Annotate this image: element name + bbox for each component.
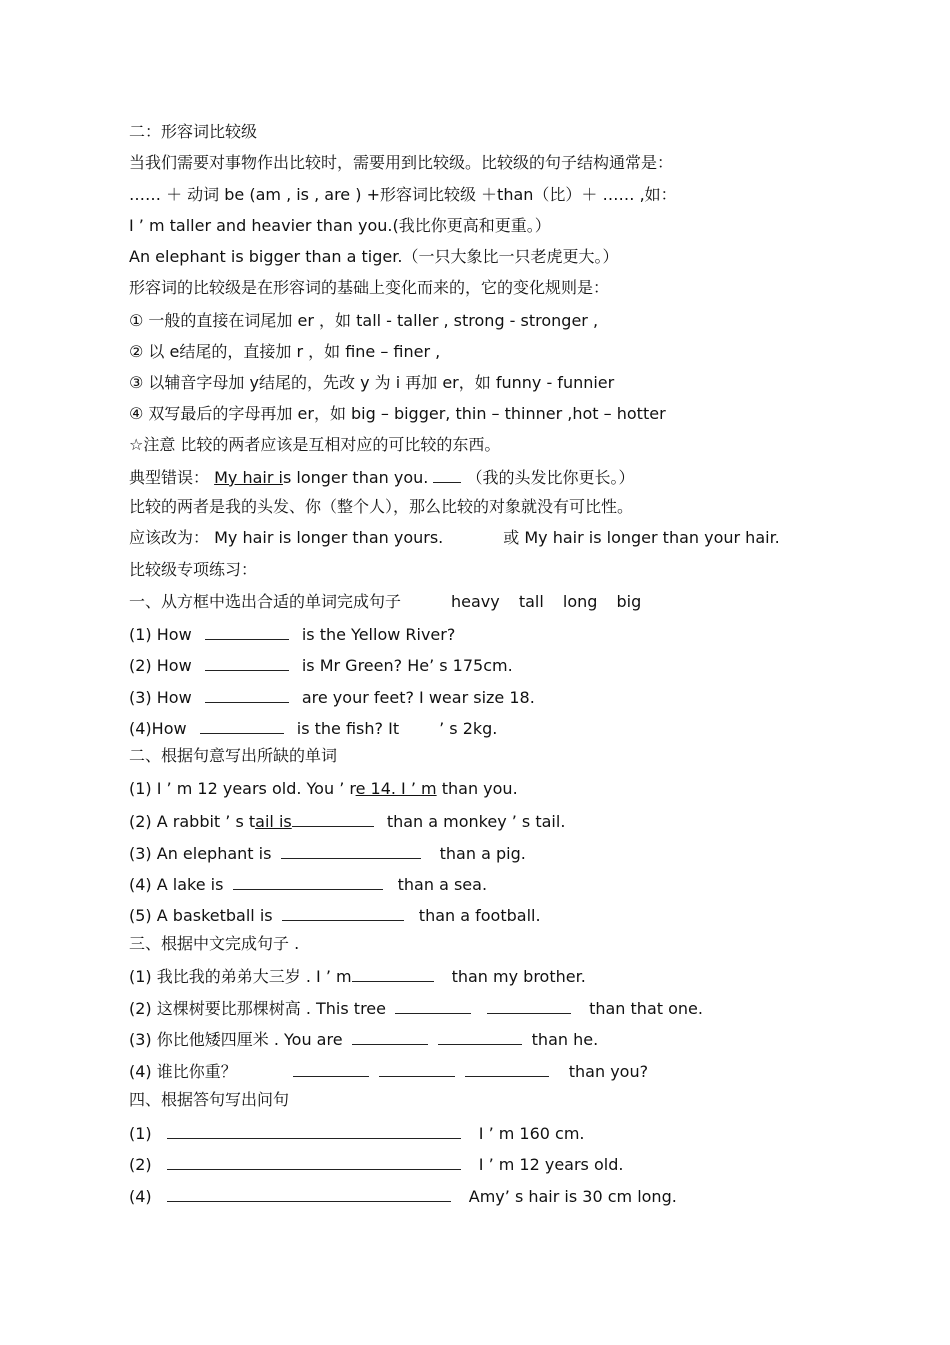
s2-q3-suffix: than a pig.	[439, 844, 526, 863]
typical-error-text: s longer than you.	[282, 468, 429, 487]
s2-q3-blank[interactable]	[281, 842, 421, 859]
s1-title: 一、从方框中选出合适的单词完成句子	[129, 592, 402, 611]
s2-q5-suffix: than a football.	[418, 906, 541, 925]
s4-q2-number: (2)	[129, 1155, 152, 1174]
intro-line-4: An elephant is bigger than a tiger.（一只大象比一只老虎更大。）	[129, 247, 619, 266]
s2-q2	[129, 810, 565, 832]
s1-q4-prefix: (4)How	[129, 719, 187, 738]
s1-q1-prefix: (1) How	[129, 625, 192, 644]
s2-q4	[129, 873, 487, 895]
s4-q4-answer: Amy’ s hair is 30 cm long.	[468, 1187, 677, 1206]
s1-q4-blank[interactable]	[200, 717, 284, 734]
s2-q4-blank[interactable]	[233, 873, 383, 890]
rule-3: ③ 以辅音字母加 y结尾的，先改 y 为 i 再加 er，如 funny - funnier	[129, 373, 615, 392]
intro-line-5: 形容词的比较级是在形容词的基础上变化而来的，它的变化规则是：	[129, 278, 610, 297]
s3-q4-prefix: (4) 谁比你重？	[129, 1062, 237, 1081]
s1-q1-suffix: is the Yellow River?	[301, 625, 456, 644]
intro-line-3: I ’ m taller and heavier than you.(我比你更高和更重。）	[129, 216, 551, 235]
s3-q1	[129, 965, 586, 987]
s2-q1	[129, 779, 518, 799]
s3-q2-blank-2[interactable]	[487, 997, 571, 1014]
s2-title: 二、根据句意写出所缺的单词	[129, 746, 338, 765]
s3-q4-blank-1[interactable]	[293, 1060, 369, 1077]
s2-q5-prefix: (5) A basketball is	[129, 906, 273, 925]
practice-heading: 比较级专项练习：	[129, 560, 258, 579]
intro-line-2: …… ＋ 动词 be (am , is , are ) +形容词比较级 ＋than（比）＋ …… ,如：	[129, 185, 677, 204]
rule-1: ① 一般的直接在词尾加 er ，如 tall - taller , strong - stronger ,	[129, 311, 599, 330]
s4-q2	[129, 1153, 623, 1175]
s1-q4-middle: is the fish? It	[296, 719, 400, 738]
rule-4: ④ 双写最后的字母再加 er，如 big – bigger, thin – thinner ,hot – hotter	[129, 404, 666, 423]
s2-q2-underlined: ail is	[255, 812, 292, 831]
correction-a: 应该改为： My hair is longer than yours.	[129, 528, 444, 547]
s4-q1-number: (1)	[129, 1124, 152, 1143]
s3-q3	[129, 1028, 598, 1050]
s2-q5-blank[interactable]	[282, 904, 404, 921]
s4-q2-answer: I ’ m 12 years old.	[478, 1155, 624, 1174]
s4-q1-blank[interactable]	[167, 1122, 461, 1139]
s3-q2-suffix: than that one.	[589, 999, 703, 1018]
s3-q2-blank-1[interactable]	[395, 997, 471, 1014]
s2-q1-prefix: (1) I ’ m 12 years old. You ’ r	[129, 779, 356, 798]
s1-q3	[129, 686, 535, 708]
typical-error-underlined: My hair i	[214, 468, 283, 487]
s1-q4	[129, 717, 497, 739]
s2-q1-underlined[interactable]: e 14. I ’ m	[355, 779, 437, 798]
correction-b: 或 My hair is longer than your hair.	[503, 528, 780, 547]
typical-error-translation: （我的头发比你更长。）	[466, 468, 635, 487]
note-explanation: 比较的两者是我的头发、你（整个人），那么比较的对象就没有可比性。	[129, 497, 634, 516]
s1-q1-blank[interactable]	[205, 623, 289, 640]
s3-q1-suffix: than my brother.	[451, 967, 586, 986]
s1-q3-prefix: (3) How	[129, 688, 192, 707]
s1-title-line	[129, 592, 641, 612]
s3-q1-blank[interactable]	[352, 965, 434, 982]
s4-q4-blank[interactable]	[167, 1185, 451, 1202]
s3-q4-suffix: than you?	[568, 1062, 649, 1081]
s1-word-box: heavy tall long big	[451, 592, 642, 611]
s4-title: 四、根据答句写出问句	[129, 1090, 290, 1109]
s4-q1-answer: I ’ m 160 cm.	[478, 1124, 585, 1143]
intro-line-1: 当我们需要对事物作出比较时，需要用到比较级。比较级的句子结构通常是：	[129, 153, 674, 172]
s1-q3-suffix: are your feet? I wear size 18.	[301, 688, 535, 707]
s2-q5	[129, 904, 541, 926]
typical-error-label: 典型错误：	[129, 468, 210, 487]
s2-q4-suffix: than a sea.	[397, 875, 488, 894]
s3-q2-prefix: (2) 这棵树要比那棵树高 . This tree	[129, 999, 386, 1018]
s2-q1-suffix: than you.	[441, 779, 518, 798]
s3-q1-prefix: (1) 我比我的弟弟大三岁 . I ’ m	[129, 967, 352, 986]
s2-q2-suffix: than a monkey ’ s tail.	[386, 812, 566, 831]
s3-q3-prefix: (3) 你比他矮四厘米 . You are	[129, 1030, 343, 1049]
s1-q2-blank[interactable]	[205, 654, 289, 671]
s3-q3-blank-1[interactable]	[352, 1028, 428, 1045]
typical-error-line	[129, 466, 635, 488]
s1-q1	[129, 623, 455, 645]
rule-2: ② 以 e结尾的，直接加 r ，如 fine – finer ,	[129, 342, 441, 361]
s1-q2	[129, 654, 513, 676]
s2-q3-prefix: (3) An elephant is	[129, 844, 272, 863]
correction-line	[129, 528, 780, 548]
s3-q2	[129, 997, 703, 1019]
s3-q3-blank-2[interactable]	[438, 1028, 522, 1045]
s1-q3-blank[interactable]	[205, 686, 289, 703]
s4-q2-blank[interactable]	[167, 1153, 461, 1170]
s3-q3-suffix: than he.	[531, 1030, 599, 1049]
s3-title: 三、根据中文完成句子 .	[129, 934, 300, 953]
s3-q4-blank-2[interactable]	[379, 1060, 455, 1077]
s1-q2-suffix: is Mr Green? He’ s 175cm.	[301, 656, 513, 675]
s2-q2-blank[interactable]	[292, 810, 374, 827]
s2-q4-prefix: (4) A lake is	[129, 875, 224, 894]
s2-q2-prefix: (2) A rabbit ’ s t	[129, 812, 256, 831]
typical-error-blank	[433, 466, 461, 483]
section-heading: 二：形容词比较级	[129, 122, 258, 141]
s2-q3	[129, 842, 526, 864]
s4-q1	[129, 1122, 585, 1144]
s1-q4-suffix: ’ s 2kg.	[439, 719, 498, 738]
s3-q4	[129, 1060, 648, 1082]
s4-q4	[129, 1185, 677, 1207]
s3-q4-blank-3[interactable]	[465, 1060, 549, 1077]
s1-q2-prefix: (2) How	[129, 656, 192, 675]
note-line: ☆注意 比较的两者应该是互相对应的可比较的东西。	[129, 435, 501, 454]
s4-q4-number: (4)	[129, 1187, 152, 1206]
